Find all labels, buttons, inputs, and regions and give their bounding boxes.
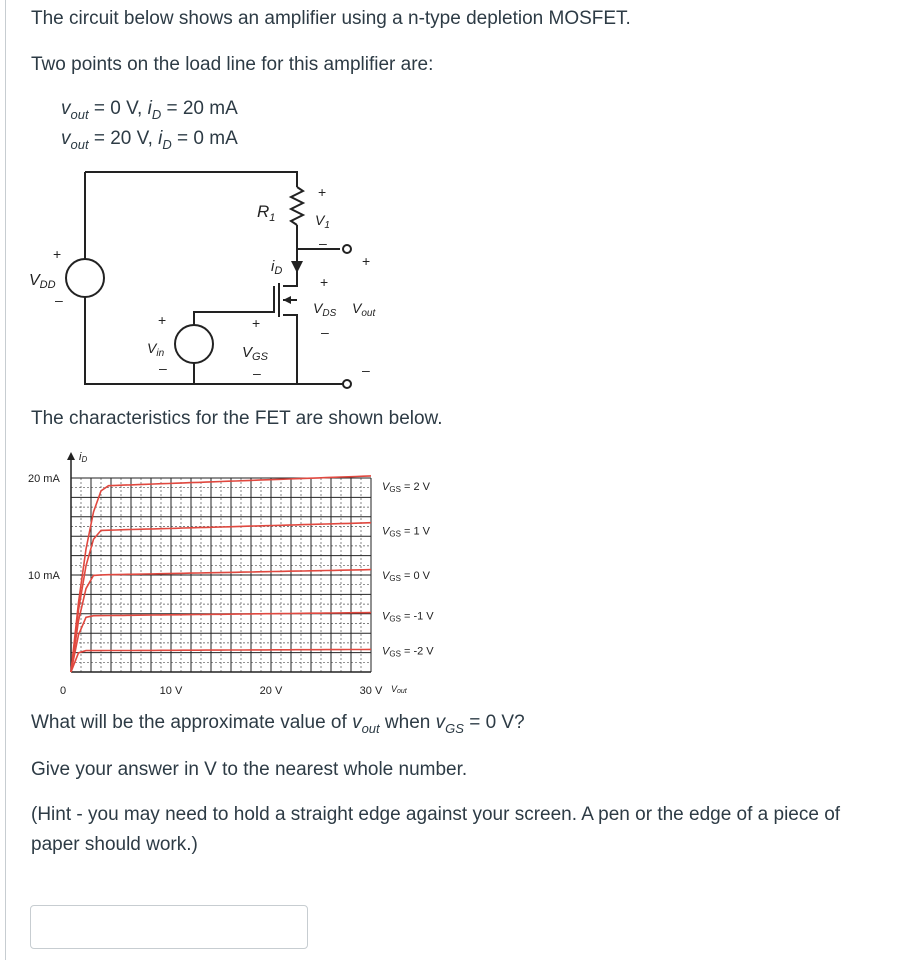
- characteristics-intro-text: The characteristics for the FET are shown below.: [31, 408, 443, 429]
- question-text: What will be the approximate value of $v_{out}$ when $v_{GS} = 0$ V?: [31, 712, 525, 736]
- curve-label: VGS = 2 V: [382, 480, 430, 494]
- v1-plus: +: [318, 184, 327, 200]
- r1-label: $R_1$: [257, 202, 276, 224]
- vds-label: $V_{DS}$: [313, 300, 337, 319]
- points-intro-text: Two points on the load line for this amplifier are:: [31, 54, 434, 75]
- curve-label: VGS = -2 V: [382, 645, 434, 659]
- vin-source-circle: [175, 325, 213, 363]
- load-line-point-1: $v_{out} = 0$ V, $i_D = 20$ mA: [61, 98, 238, 122]
- vout-plus: +: [362, 253, 371, 269]
- output-terminal-bottom: [343, 380, 351, 388]
- y-tick-label: 20 mA: [28, 473, 60, 485]
- curve-label: VGS = 0 V: [382, 570, 430, 583]
- load-line-point-2: $v_{out} = 20$ V, $i_D = 0$ mA: [61, 128, 238, 152]
- vdd-label: VDD: [29, 272, 56, 291]
- mosfet-arrow-icon: [283, 296, 291, 304]
- x-tick-label: 0: [59, 685, 67, 696]
- id-label: $i_D$: [271, 258, 283, 277]
- vin-plus: +: [158, 312, 167, 328]
- vdd-plus: +: [53, 246, 62, 262]
- curve-label: VGS = 1 V: [382, 525, 430, 539]
- vout-minus: –: [362, 362, 370, 378]
- y-tick-label: 10 mA: [28, 570, 60, 582]
- v1-label: $V_1$: [315, 212, 330, 231]
- vdd-source-circle: [66, 259, 104, 297]
- x-axis-label: Vout: [391, 684, 407, 695]
- vds-minus: –: [321, 324, 329, 340]
- intro-text: The circuit below shows an amplifier using a n-type depletion MOSFET.: [31, 8, 631, 29]
- fet-characteristics-chart: [20, 446, 480, 696]
- vin-label: $V_{in}$: [147, 340, 165, 359]
- y-axis-label: iD: [79, 451, 88, 464]
- vout-label: $V_{out}$: [352, 300, 376, 319]
- vgs-plus: +: [252, 315, 261, 331]
- y-axis-arrow-icon: [67, 452, 75, 460]
- vgs-minus: –: [253, 365, 261, 381]
- vgs-label: $V_{GS}$: [242, 344, 268, 363]
- amplifier-circuit-diagram: [0, 165, 420, 405]
- instruction-text: Give your answer in V to the nearest whole number.: [31, 759, 468, 780]
- curve-label: VGS = -1 V: [382, 610, 434, 624]
- output-terminal-top: [343, 245, 351, 253]
- vdd-minus: –: [55, 292, 63, 308]
- x-tick-label: 10 V: [159, 685, 183, 696]
- x-tick-label: 20 V: [259, 685, 283, 696]
- x-tick-label: 30 V: [359, 685, 383, 696]
- current-arrow-icon: [291, 261, 303, 273]
- vds-plus: +: [320, 274, 329, 290]
- hint-text: (Hint - you may need to hold a straight edge against your screen. A pen or the edge of a piece of paper should work.): [31, 804, 841, 855]
- page-left-border: [5, 0, 6, 960]
- answer-input[interactable]: [30, 905, 308, 949]
- vin-minus: –: [159, 360, 167, 376]
- v1-minus: –: [319, 235, 327, 251]
